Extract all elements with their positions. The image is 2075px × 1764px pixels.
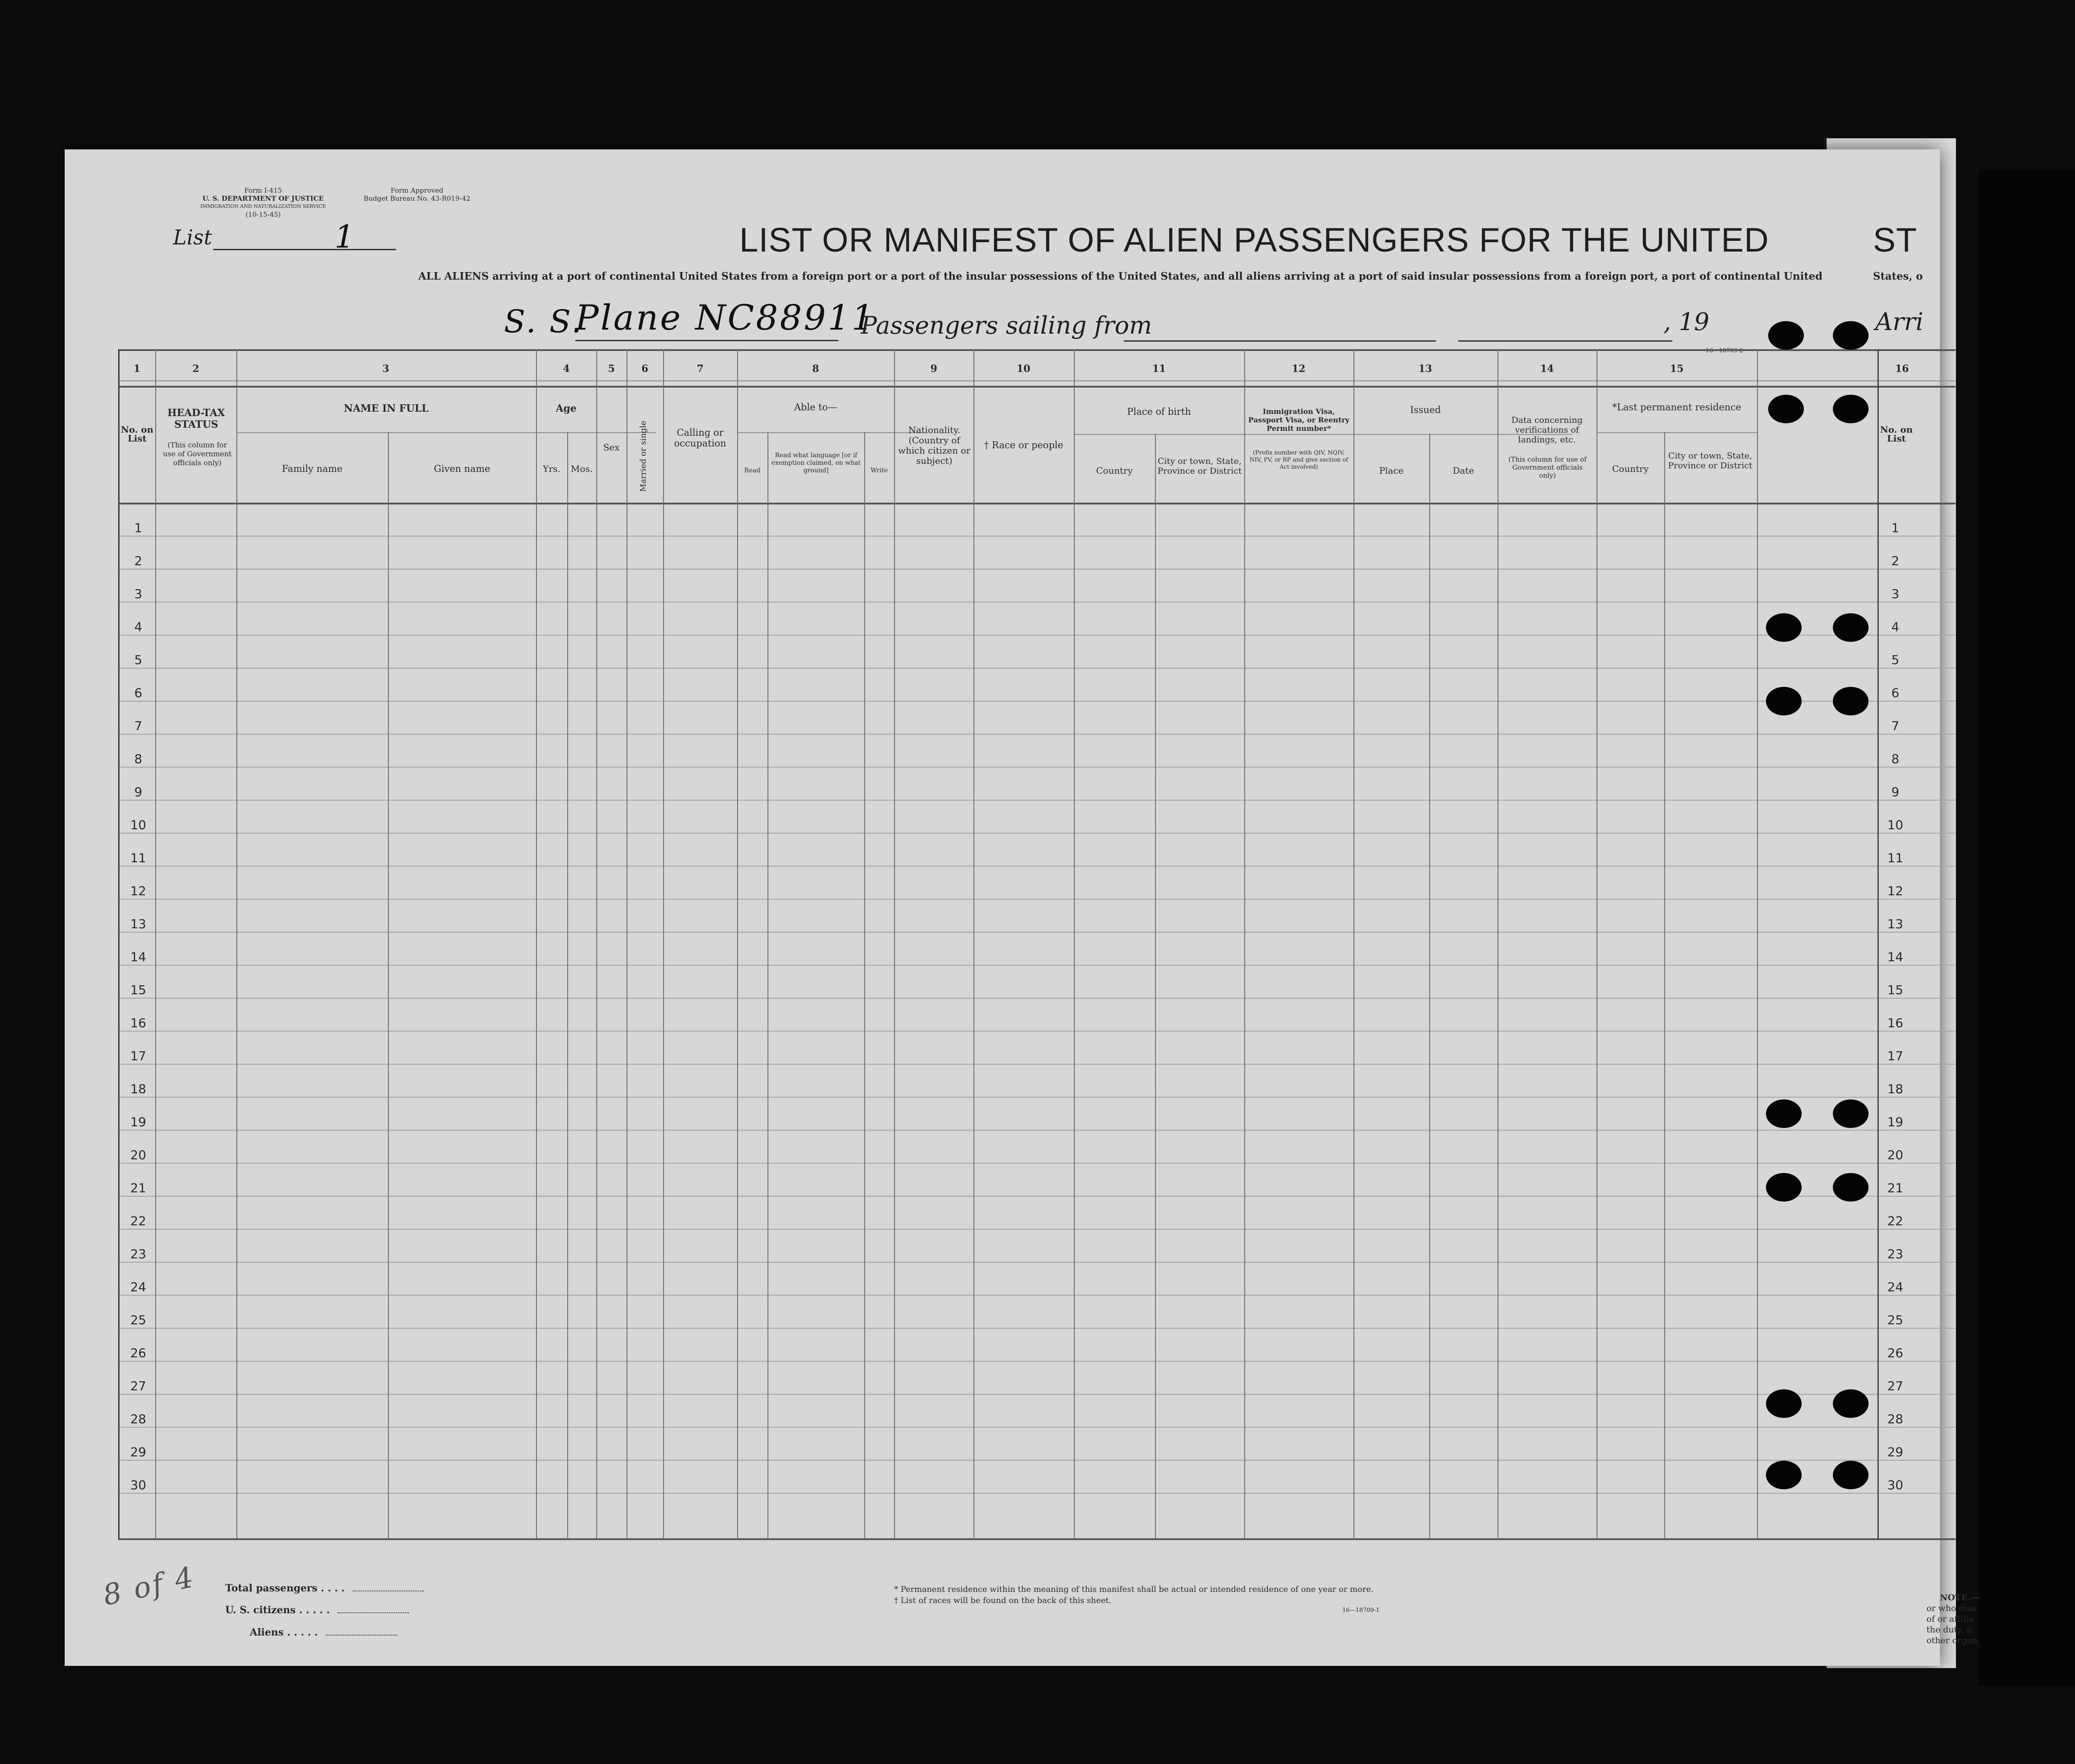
row-rule (118, 932, 1955, 933)
row-number-right: 5 (1891, 653, 1899, 667)
row-rule (118, 1493, 1955, 1494)
row-number-right: 2 (1891, 554, 1899, 568)
total-passengers-row: Total passengers . . . . (225, 1582, 424, 1594)
header-head-tax-note: (This column for use of Government officials only) (163, 441, 232, 467)
row-number-right: 12 (1887, 884, 1903, 898)
aliens-row: Aliens . . . . . (250, 1627, 397, 1638)
header-issued: Issued (1410, 405, 1441, 415)
footnote-residence: * Permanent residence within the meaning of this manifest shall be actual or intended residence of one year or more. (894, 1585, 1374, 1594)
header-name-in-full: NAME IN FULL (344, 403, 429, 414)
colnum-8: 8 (812, 363, 819, 375)
row-rule (118, 1460, 1955, 1461)
footer-print-code: 16—18709-1 (1342, 1607, 1380, 1614)
row-number-right: 7 (1891, 719, 1899, 733)
row-number: 11 (130, 851, 146, 865)
colnum-3: 3 (382, 363, 389, 375)
right-note-line: other organ (1926, 1636, 1977, 1645)
row-number-right: 8 (1891, 752, 1899, 766)
colnum-13: 13 (1418, 363, 1432, 375)
header-verification-note: (This column for use of Government officials only) (1508, 455, 1587, 479)
ss-field[interactable] (575, 298, 876, 341)
row-rule (118, 1196, 1955, 1197)
ss-value: Plane NC88911 (575, 298, 876, 338)
row-rule (118, 1262, 1955, 1263)
row-number-right: 6 (1891, 686, 1899, 700)
row-number-right: 26 (1887, 1346, 1903, 1360)
able-sub-rule (738, 432, 923, 433)
punch-hole (1833, 1099, 1869, 1128)
budget-number: Budget Bureau No. 43-R019-42 (363, 194, 470, 202)
colnum-11: 11 (1152, 363, 1166, 375)
row-rule (118, 1394, 1955, 1395)
row-number: 3 (134, 587, 142, 601)
us-citizens-row: U. S. citizens . . . . . (225, 1604, 409, 1616)
residence-sub-rule (1596, 432, 1757, 433)
row-number: 28 (130, 1412, 146, 1426)
manifest-subtitle-cont: States, o (1873, 270, 1923, 282)
right-note-line: of or affilia (1926, 1614, 1974, 1624)
table-bottom-rule (118, 1538, 1955, 1540)
row-number: 13 (130, 917, 146, 931)
row-number: 25 (130, 1313, 146, 1327)
row-number: 17 (130, 1049, 146, 1063)
sailing-date-field[interactable] (1458, 314, 1672, 342)
row-rule (118, 1064, 1955, 1065)
row-number: 9 (134, 785, 142, 799)
header-mos: Mos. (570, 463, 593, 474)
row-number: 18 (130, 1082, 146, 1096)
name-sub-rule (236, 432, 656, 433)
row-number: 20 (130, 1148, 146, 1162)
colnum-1: 1 (133, 363, 140, 375)
row-number: 5 (134, 653, 142, 667)
manifest-subtitle: ALL ALIENS arriving at a port of continental United States from a foreign port or a port of the insular possessions of the United States, and all aliens arriving at a port of said insular possessions from a foreign port, a port of continental United (418, 270, 1823, 282)
row-number: 29 (130, 1445, 146, 1459)
row-number-right: 23 (1887, 1247, 1903, 1261)
row-number: 24 (130, 1280, 146, 1294)
header-birth-country: Country (1096, 465, 1133, 476)
form-info (169, 186, 357, 219)
row-number-right: 4 (1891, 620, 1899, 634)
ss-label: S. S. (504, 303, 583, 340)
row-rule (118, 899, 1955, 900)
row-number: 30 (130, 1478, 146, 1492)
row-rule (118, 1097, 1955, 1098)
row-number-right: 25 (1887, 1313, 1903, 1327)
header-top-rule (118, 386, 1955, 388)
year-prefix: , 19 (1663, 308, 1710, 336)
punch-hole (1766, 1461, 1802, 1489)
total-passengers-label: Total passengers (225, 1582, 318, 1594)
service: IMMIGRATION AND NATURALIZATION SERVICE (200, 203, 326, 209)
punch-hole (1833, 613, 1869, 642)
right-note-line: the duty, n (1926, 1625, 1972, 1635)
row-number: 1 (134, 521, 142, 535)
row-number-right: 9 (1891, 785, 1899, 799)
list-field[interactable] (213, 219, 396, 255)
birth-sub-rule (1074, 434, 1385, 435)
row-number-right: 1 (1891, 521, 1899, 535)
header-issued-place: Place (1379, 465, 1404, 476)
punch-hole (1833, 1173, 1869, 1202)
right-note-line: or who disa (1926, 1603, 1976, 1613)
row-rule (118, 668, 1955, 669)
header-bottom-rule (118, 503, 1955, 504)
row-number: 4 (134, 620, 142, 634)
row-number: 8 (134, 752, 142, 766)
row-rule (118, 1163, 1955, 1164)
row-number: 26 (130, 1346, 146, 1360)
header-sex: Sex (603, 442, 620, 453)
right-note-line: NOTE.— (1940, 1593, 1980, 1603)
right-note (1926, 1592, 1979, 1646)
list-value: 1 (334, 219, 356, 255)
punch-hole (1833, 687, 1869, 715)
header-yrs: Yrs. (543, 463, 561, 474)
header-res-city: City or town, State, Province or District (1668, 451, 1753, 471)
header-res-country: Country (1612, 463, 1649, 474)
sailing-from-field[interactable] (1124, 314, 1436, 342)
department: U. S. DEPARTMENT OF JUSTICE (202, 194, 324, 202)
row-number-right: 15 (1887, 983, 1903, 997)
colnum-6: 6 (641, 363, 648, 375)
row-number: 21 (130, 1181, 146, 1195)
row-number: 6 (134, 686, 142, 700)
row-rule (118, 536, 1955, 537)
row-number: 23 (130, 1247, 146, 1261)
header-read-language: Read what language [or if exemption claimed, on what ground] (771, 452, 861, 474)
punch-hole (1768, 395, 1804, 423)
approval-info (350, 186, 484, 202)
row-rule (118, 701, 1955, 702)
header-birth-city: City or town, State, Province or District (1157, 456, 1242, 476)
row-number-right: 3 (1891, 587, 1899, 601)
header-place-of-birth: Place of birth (1127, 406, 1191, 417)
colnum-9: 9 (930, 363, 937, 375)
row-number: 10 (130, 818, 146, 832)
row-rule (118, 635, 1955, 636)
us-citizens-field[interactable] (338, 1612, 409, 1613)
row-rule (118, 734, 1955, 735)
punch-hole (1768, 321, 1804, 350)
header-family-name: Family name (282, 463, 342, 474)
approval: Form Approved (391, 186, 443, 194)
row-rule (118, 1229, 1955, 1230)
row-rule (118, 833, 1955, 834)
row-number-right: 28 (1887, 1412, 1903, 1426)
manifest-title: LIST OR MANIFEST OF ALIEN PASSENGERS FOR THE UNITED (739, 221, 1769, 259)
header-nationality: Nationality. (Country of which citizen or subject) (898, 425, 971, 466)
colnum-2: 2 (192, 363, 199, 375)
header-last-residence: *Last permanent residence (1612, 402, 1741, 413)
row-number-right: 18 (1887, 1082, 1903, 1096)
row-number-right: 11 (1887, 851, 1903, 865)
colnum-14: 14 (1540, 363, 1554, 375)
row-number-right: 19 (1887, 1115, 1903, 1129)
header-married: Married or single (639, 421, 648, 492)
row-rule (118, 800, 1955, 801)
header-head-tax: HEAD-TAX STATUS (167, 407, 225, 430)
row-number: 2 (134, 554, 142, 568)
header-verification: Data concerning verifications of landings, etc. (1511, 415, 1583, 445)
row-number-right: 22 (1887, 1214, 1903, 1228)
header-read: Read (744, 467, 761, 474)
row-rule (118, 569, 1955, 570)
row-number: 14 (130, 950, 146, 964)
row-rule (118, 1031, 1955, 1032)
handwritten-note: 8 of 4 (100, 1561, 198, 1612)
row-rule (118, 1328, 1955, 1329)
row-number-right: 17 (1887, 1049, 1903, 1063)
row-rule (118, 998, 1955, 999)
row-number: 19 (130, 1115, 146, 1129)
header-write: Write (870, 467, 888, 474)
colnum-15: 15 (1670, 363, 1684, 375)
row-number-right: 14 (1887, 950, 1903, 964)
header-visa: Immigration Visa, Passport Visa, or Reentry Permit number* (1248, 407, 1350, 433)
colnum-4: 4 (563, 363, 570, 375)
colnum-12: 12 (1291, 363, 1306, 375)
form-date: (10-15-45) (245, 211, 281, 219)
row-number-right: 27 (1887, 1379, 1903, 1393)
header-issued-date: Date (1452, 465, 1474, 476)
punch-hole (1833, 395, 1869, 423)
row-number: 12 (130, 884, 146, 898)
row-number-right: 20 (1887, 1148, 1903, 1162)
form-number: Form I-415 (244, 186, 282, 194)
punch-hole (1766, 613, 1802, 642)
row-rule (118, 965, 1955, 966)
colnum-5: 5 (608, 363, 615, 375)
footnote-races: † List of races will be found on the back of this sheet. (894, 1596, 1112, 1605)
row-number: 22 (130, 1214, 146, 1228)
punch-hole (1766, 1099, 1802, 1128)
punch-hole (1833, 1461, 1869, 1489)
row-number-right: 16 (1887, 1016, 1903, 1030)
row-number-right: 30 (1887, 1478, 1903, 1492)
punch-hole (1766, 687, 1802, 715)
row-rule (118, 1130, 1955, 1131)
row-number-right: 10 (1887, 818, 1903, 832)
colnum-rule (118, 380, 1955, 381)
header-able-to: Able to— (794, 402, 837, 413)
row-number: 27 (130, 1379, 146, 1393)
colnum-16: 16 (1895, 363, 1909, 375)
row-number: 15 (130, 983, 146, 997)
header-calling: Calling or occupation (674, 427, 726, 449)
header-visa-note: (Prefix number with QIV, NQIV, NIV, PV, or RP and give section of Act involved) (1249, 450, 1349, 471)
us-citizens-label: U. S. citizens (225, 1604, 296, 1616)
punch-hole (1833, 321, 1869, 350)
aliens-field[interactable] (326, 1635, 397, 1636)
punch-hole (1766, 1173, 1802, 1202)
row-number: 7 (134, 719, 142, 733)
manifest-title-cont: ST (1873, 221, 1918, 259)
row-rule (118, 1361, 1955, 1362)
row-rule (118, 1295, 1955, 1296)
row-number-right: 21 (1887, 1181, 1903, 1195)
total-passengers-field[interactable] (353, 1590, 424, 1591)
colnum-7: 7 (697, 363, 704, 375)
row-rule (118, 1427, 1955, 1428)
row-rule (118, 767, 1955, 768)
aliens-label: Aliens (250, 1627, 284, 1638)
sailing-label: Passengers sailing from (861, 311, 1152, 339)
row-rule (118, 866, 1955, 867)
row-number-right: 24 (1887, 1280, 1903, 1294)
list-label: List (173, 225, 212, 249)
row-number: 16 (130, 1016, 146, 1030)
punch-hole (1766, 1389, 1802, 1418)
header-no-on-list-right: No. on List (1880, 424, 1913, 444)
row-number-right: 29 (1887, 1445, 1903, 1459)
colnum-10: 10 (1016, 363, 1031, 375)
header-age: Age (556, 403, 577, 414)
header-race: † Race or people (984, 440, 1064, 450)
header-given-name: Given name (433, 463, 491, 474)
scanner-edge (1979, 169, 2075, 1686)
punch-hole (1833, 1389, 1869, 1418)
manifest-table (118, 349, 1955, 1539)
row-number-right: 13 (1887, 917, 1903, 931)
header-no-on-list: No. on List (120, 424, 154, 444)
arriving-label: Arri (1875, 308, 1923, 336)
table-top-rule (118, 349, 1955, 351)
row-rule (118, 602, 1955, 603)
